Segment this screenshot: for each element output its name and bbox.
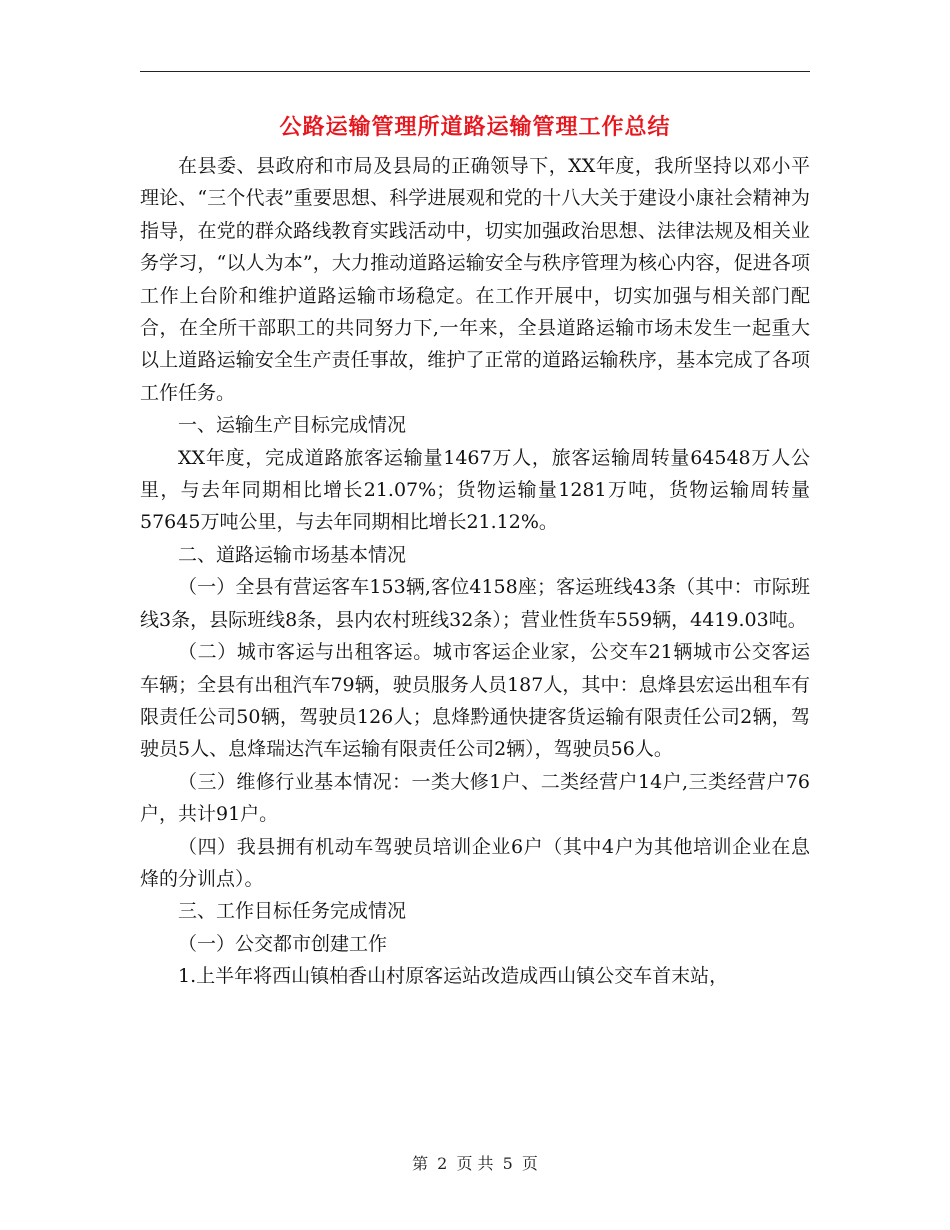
section-heading-2: 二、道路运输市场基本情况 — [178, 543, 407, 566]
body-paragraph: （三）维修行业基本情况：一类大修1户、二类经营户14户,三类经营户76户，共计91户。 — [140, 770, 810, 826]
section-heading-3: 三、工作目标任务完成情况 — [178, 900, 407, 923]
body-paragraph: （二）城市客运与出租客运。城市客运企业家，公交车21辆城市公交客运车辆；全县有出租汽车79辆，驶员服务人员187人，其中：息烽县宏运出租车有限责任公司50辆，驾驶员126人；息烽黔通快捷客货运输有限责任公司2辆，驾驶员5人、息烽瑞达汽车运输有限责任公司2辆），驾驶员56人。 — [140, 641, 810, 761]
footer-middle: 页 共 — [456, 1154, 494, 1173]
page-footer — [0, 1152, 950, 1176]
document-title: 公路运输管理所道路运输管理工作总结 — [279, 114, 671, 140]
header-rule — [140, 71, 810, 72]
footer-suffix: 页 — [521, 1154, 538, 1173]
document-body — [140, 150, 810, 993]
current-page-number: 2 — [437, 1154, 448, 1173]
subsection-heading: （一）公交都市创建工作 — [178, 932, 388, 955]
body-paragraph: 1.上半年将西山镇柏香山村原客运站改造成西山镇公交车首末站， — [178, 965, 729, 988]
total-page-count: 5 — [502, 1154, 513, 1173]
section-heading-1: 一、运输生产目标完成情况 — [178, 414, 407, 437]
intro-paragraph: 在县委、县政府和市局及县局的正确领导下，XX年度，我所坚持以邓小平理论、“三个代表”重要思想、科学进展观和党的十八大关于建设小康社会精神为指导，在党的群众路线教育实践活动中，切实加强政治思想、法律法规及相关业务学习，“以人为本”，大力推动道路运输安全与秩序管理为核心内容，促进各项工作上台阶和维护道路运输市场稳定。在工作开展中，切实加强与相关部门配合，在全所干部职工的共同努力下,一年来，全县道路运输市场未发生一起重大以上道路运输安全生产责任事故，维护了正常的道路运输秩序，基本完成了各项工作任务。 — [140, 155, 810, 404]
body-paragraph: （四）我县拥有机动车驾驶员培训企业6户（其中4户为其他培训企业在息烽的分训点）。 — [140, 835, 810, 890]
footer-prefix: 第 — [412, 1154, 429, 1173]
body-paragraph: （一）全县有营运客车153辆,客位4158座；客运班线43条（其中：市际班线3条，县际班线8条，县内农村班线32条）；营业性货车559辆，4419.03吨。 — [140, 576, 810, 631]
body-paragraph: XX年度，完成道路旅客运输量1467万人，旅客运输周转量64548万人公里，与去年同期相比增长21.07%；货物运输量1281万吨，货物运输周转量57645万吨公里，与去年同期相比增长21.12%。 — [140, 446, 810, 534]
